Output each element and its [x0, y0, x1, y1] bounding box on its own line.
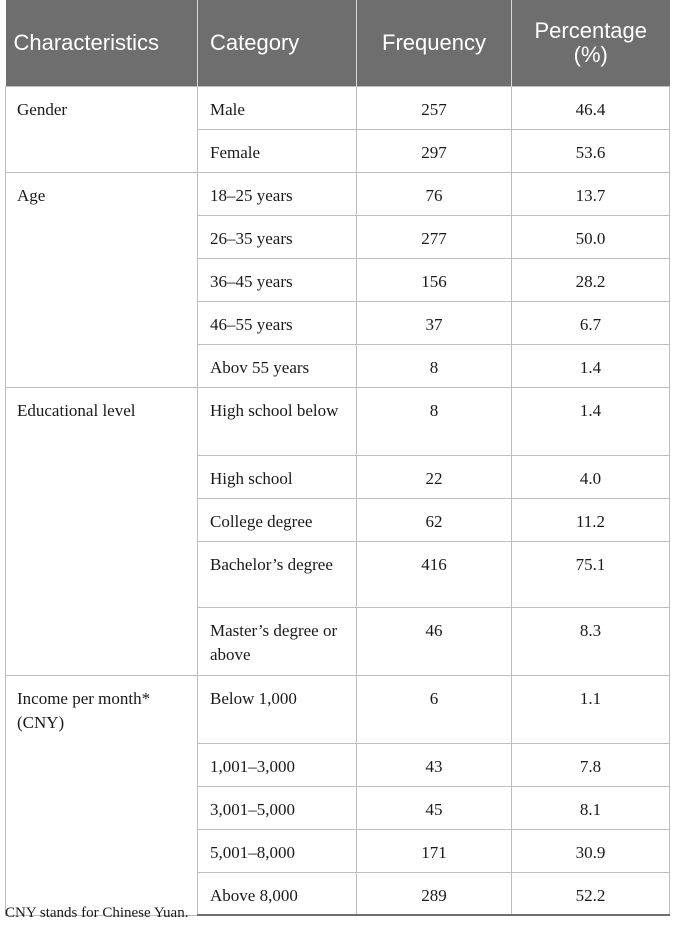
percentage-cell: 75.1 — [512, 541, 670, 607]
percentage-cell: 1.1 — [512, 675, 670, 743]
frequency-cell: 8 — [357, 387, 512, 455]
percentage-cell: 28.2 — [512, 258, 670, 301]
frequency-cell: 62 — [357, 498, 512, 541]
header-characteristics: Characteristics — [6, 0, 198, 86]
frequency-cell: 76 — [357, 172, 512, 215]
category-cell: High school — [198, 455, 357, 498]
table-footnote: CNY stands for Chinese Yuan. — [5, 905, 189, 921]
category-cell: Female — [198, 129, 357, 172]
percentage-cell: 52.2 — [512, 872, 670, 915]
percentage-cell: 53.6 — [512, 129, 670, 172]
percentage-cell: 8.3 — [512, 607, 670, 675]
category-cell: 5,001–8,000 — [198, 829, 357, 872]
percentage-cell: 11.2 — [512, 498, 670, 541]
frequency-cell: 8 — [357, 344, 512, 387]
percentage-cell: 6.7 — [512, 301, 670, 344]
percentage-cell: 1.4 — [512, 387, 670, 455]
table-row — [6, 675, 670, 743]
frequency-cell: 46 — [357, 607, 512, 675]
category-cell: Master’s degree or above — [198, 607, 357, 675]
frequency-cell: 416 — [357, 541, 512, 607]
frequency-cell: 43 — [357, 743, 512, 786]
percentage-cell: 13.7 — [512, 172, 670, 215]
table-body — [6, 86, 670, 915]
frequency-cell: 6 — [357, 675, 512, 743]
header-percentage: Percentage (%) — [512, 0, 670, 86]
frequency-cell: 37 — [357, 301, 512, 344]
demographics-table — [5, 0, 670, 916]
characteristic-cell: Income per month* (CNY) — [6, 675, 198, 915]
category-cell: 36–45 years — [198, 258, 357, 301]
frequency-cell: 289 — [357, 872, 512, 915]
category-cell: Bachelor’s degree — [198, 541, 357, 607]
category-cell: 1,001–3,000 — [198, 743, 357, 786]
header-frequency: Frequency — [357, 0, 512, 86]
frequency-cell: 171 — [357, 829, 512, 872]
table-row — [6, 172, 670, 215]
header-row — [6, 0, 670, 86]
frequency-cell: 156 — [357, 258, 512, 301]
table-row — [6, 86, 670, 129]
category-cell: Below 1,000 — [198, 675, 357, 743]
percentage-cell: 8.1 — [512, 786, 670, 829]
category-cell: 46–55 years — [198, 301, 357, 344]
frequency-cell: 22 — [357, 455, 512, 498]
category-cell: 3,001–5,000 — [198, 786, 357, 829]
characteristic-cell: Gender — [6, 86, 198, 172]
percentage-cell: 46.4 — [512, 86, 670, 129]
category-cell: 18–25 years — [198, 172, 357, 215]
percentage-cell: 4.0 — [512, 455, 670, 498]
category-cell: College degree — [198, 498, 357, 541]
frequency-cell: 257 — [357, 86, 512, 129]
category-cell: Abov 55 years — [198, 344, 357, 387]
characteristic-cell: Age — [6, 172, 198, 387]
table-row — [6, 387, 670, 455]
frequency-cell: 297 — [357, 129, 512, 172]
percentage-cell: 50.0 — [512, 215, 670, 258]
frequency-cell: 277 — [357, 215, 512, 258]
category-cell: Male — [198, 86, 357, 129]
percentage-cell: 1.4 — [512, 344, 670, 387]
percentage-cell: 30.9 — [512, 829, 670, 872]
category-cell: 26–35 years — [198, 215, 357, 258]
category-cell: High school below — [198, 387, 357, 455]
category-cell: Above 8,000 — [198, 872, 357, 915]
characteristic-cell: Educational level — [6, 387, 198, 675]
frequency-cell: 45 — [357, 786, 512, 829]
header-category: Category — [198, 0, 357, 86]
demographics-table-container — [5, 0, 669, 916]
table-header — [6, 0, 670, 86]
percentage-cell: 7.8 — [512, 743, 670, 786]
